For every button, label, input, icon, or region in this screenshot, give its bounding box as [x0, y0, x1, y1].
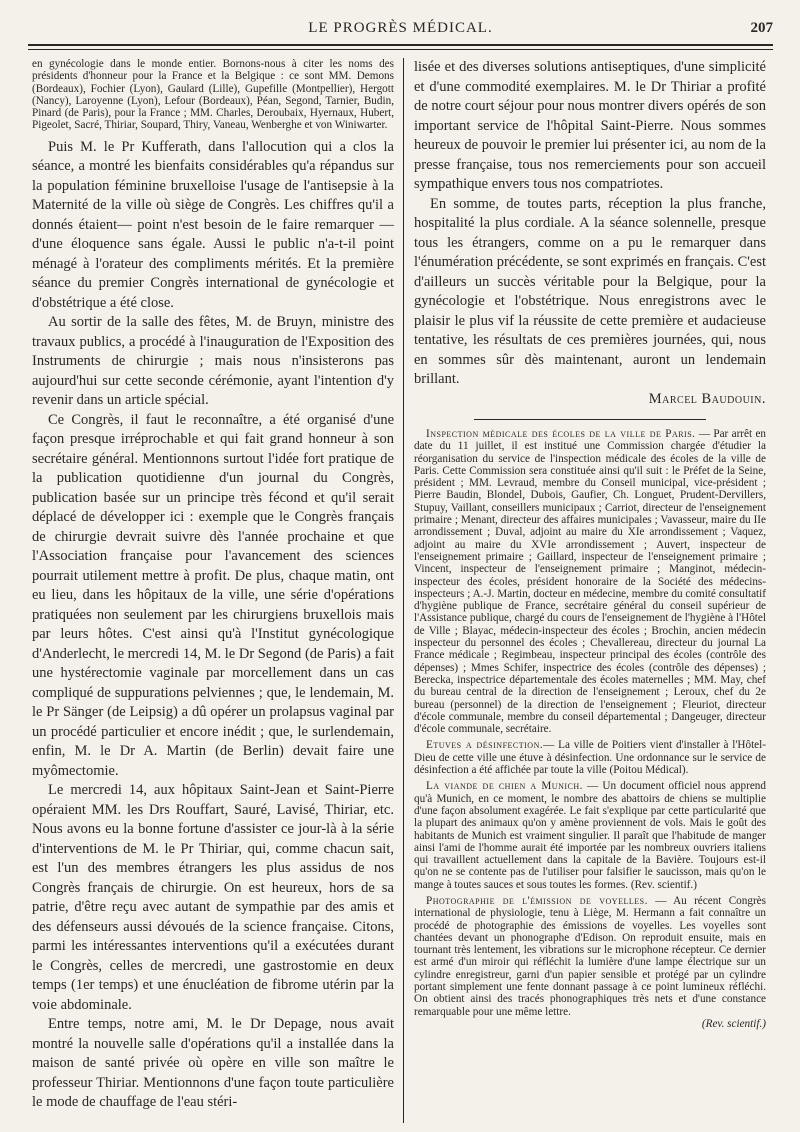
- section-separator: [474, 419, 706, 420]
- news-item: [414, 428, 766, 735]
- body-paragraph: Ce Congrès, il faut le reconnaître, a été organisé d'une façon presque irréprochable et qui fait grand honneur à son secrétaire général. Mentionnons surtout l'idée fort pratique de la publication quotidienne d'un journal du Congrès, publication basée sur un principe très fécond et qu'il serait déplacé de développer ici : exemple que le Congrès français de chirurgie devrait suivre dès l'année prochaine et que l'Association française pour l'avancement des sciences pourrait utilement mettre à profit. De plus, chaque matin, ont eu lieu, dans les hôpitaux de la ville, une série d'opérations pratiquées non seulement par les chirurgiens bruxellois mais par leurs hôtes. C'est ainsi qu'à l'Institut gynécologique d'Anderlecht, le mercredi 14, M. le Dr Segond (de Paris) a fait une hystérectomie vaginale par morcellement dans un cas compliqué de suppurations pelviennes ; que, le lendemain, M. le Pr Sänger (de Leipsig) a dû opérer un prolapsus vaginal par un procédé particulier et encore inédit ; que, le surlendemain, enfin, M. le Dr A. Martin (de Berlin) devait faire une myômectomie.: [32, 411, 394, 779]
- body-paragraph: lisée et des diverses solutions antiseptiques, d'une simplicité et d'une commodité exemplaires. M. le Dr Thiriar a profité de notre court séjour pour nous montrer divers opérés de son important service de l'hôpital Saint-Pierre. Nous sommes heureux de pouvoir le premier lui présenter ici, au nom de la presse française, tous nos remerciements pour son accueil sympathique envers tous nos compatriotes.: [414, 59, 766, 192]
- body-paragraph: Le mercredi 14, aux hôpitaux Saint-Jean et Saint-Pierre opéraient MM. les Drs Rouffart, Sauré, Lavisé, Thiriar, etc. Nous avons eu la bonne fortune d'assister ce jour-là à la série d'interventions de M. le Pr Thiriar, qui, comme chacun sait, est l'un des membres étrangers les plus assidus de nos Congrès français de chirurgie. On est heureux, hors de sa patrie, d'être reçu avec autant de sympathie par des amis et des défenseurs aussi dévoués de la science française. Citons, parmi les intéressantes interventions qu'il a exécutées durant le Congrès, celles de mercredi, une gastrostomie en deux temps (1er temps) et une énucléation de fibrome utérin par la voie abdominale.: [32, 782, 394, 1013]
- news-heading: Photographie de l'émission de voyelles.: [426, 894, 648, 907]
- news-heading: Inspection médicale des écoles de la ville de Paris.: [426, 428, 696, 440]
- intro-paragraph: en gynécologie dans le monde entier. Bornons-nous à citer les noms des présidents d'honneur pour la France et la Belgique : ce sont MM. Demons (Bordeaux), Fochier (Lyon), Gaulard (Lille), Gupefille (Montpellier), Hergott (Nancy), Laroyenne (Lyon), Lefour (Bordeaux), Péan, Segond, Tarnier, Budin, Pinard (de Paris), pour la France ; MM. Charles, Deroubaix, Hyernaux, Hubert, Pigeolet, Sacré, Thiriar, Soupard, Thiry, Vaneau, Wenberghe et von Winiwarter.: [32, 58, 394, 132]
- news-item: [414, 895, 766, 1018]
- news-body: — La ville de Poitiers vient d'installer à l'Hôtel-Dieu de cette ville une étuve à désinfection. Une ordonnance sur le service de désinfection a été affichée par toute la ville (Poitou Médical).: [414, 739, 766, 777]
- news-source: (Rev. scientif.): [701, 1017, 766, 1030]
- news-heading: Etuves a désinfection.: [426, 739, 544, 752]
- news-body: — Par arrêt en date du 11 juillet, il est institué une Commission chargée d'étudier la réorganisation du service de l'inspection médicale des écoles de la ville de Paris. Cette Commission sera constituée ainsi qu'il suit : le Préfet de la Seine, président ; MM. Levraud, membre du Conseil municipal, vice-président ; Pierre Baudin, Blondel, Dubois, Gaufier, Ch. Longuet, Prudent-Dervillers, Stupuy, Vaillant, conseillers municipaux ; Carriot, directeur de l'enseignement primaire ; Menant, directeur des affaires municipales ; Vavasseur, maire du IIe arrondissement ; Duval, adjoint au maire du XIe arrondissement ; Vaquez, adjoint au maire du XVIe arrondissement ; Auvert, inspecteur de l'enseignement primaire ; Gaillard, inspecteur de l'enseignement primaire ; Vincent, inspecteur de l'enseignement primaire ; Manginot, médecin-inspecteur des écoles, président honoraire de la Société des médecins-inspecteurs ; A.-J. Martin, docteur en médecine, membre du comité consultatif d'hygiène publique de France, secrétaire général du conseil supérieur de l'Assistance publique, chargé du cours de l'enseignement de l'hygiène à l'Hôtel de Ville ; Blayac, médecin-inspecteur des écoles ; Brochin, ancien médecin inspecteur du personnel des écoles ; Chevallereau, directeur du journal La France médicale ; Regimbeau, inspecteur principal des écoles (contrôle des dépenses) ; Mmes Schifer, inspectrice des écoles (contrôle des dépenses) ; Berecka, inspectrice départementale des écoles maternelles ; MM. May, chef du bureau central de la direction de l'enseignement ; Leroux, chef du 2e bureau (personnel) de la direction de l'enseignement ; Fleuriot, directeur d'école communale, membre du conseil départemental ; Dangeuger, directeur d'école communale, secrétaire.: [414, 428, 767, 736]
- column-divider: [403, 58, 404, 1123]
- journal-title: LE PROGRÈS MÉDICAL.: [308, 20, 493, 36]
- body-paragraph: En somme, de toutes parts, réception la plus franche, hospitalité la plus cordiale. A la séance solennelle, presque tous les étrangers, comme on a pu le remarquer dans l'énumération précédente, se sont exprimés en français. C'est d'ailleurs un succès véritable pour la Belgique, pour la gynécologie et l'obstétrique. Nous enregistrons avec le plaisir le plus vif la réussite de cette première et audacieuse tentative, les résultats de ces premières journées, qui, nous en sommes sûr dès maintenant, auront un lendemain brillant.: [414, 195, 766, 387]
- page-header: [28, 20, 773, 42]
- news-body: — Au récent Congrès international de physiologie, tenu à Liège, M. Hermann a fait connaître un procédé de photographie des émissions de voyelles. Les voyelles sont chantées devant un phonographe d'Edison. On reproduit ensuite, mais en tournant très lentement, les vibrations sur le microphone récepteur. Ce dernier est armé d'un miroir qui réfléchit la lumière d'une lampe électrique sur un cylindre enregistreur, garni d'un papier sensible et protégé par un cylindre portant simplement une fente donnant passage à ce point lumineux réfléchi. On obtient ainsi des tracés phonographiques très nets et d'une constance remarquable pour une même lettre.: [414, 894, 766, 1018]
- header-rule-thick: [28, 44, 773, 46]
- news-heading: La viande de chien a Munich.: [426, 780, 583, 793]
- body-paragraph: Au sortir de la salle des fêtes, M. de Bruyn, ministre des travaux publics, a procédé à l'inauguration de l'Exposition des Instruments de chirurgie ; mais nous n'insisterons pas aujourd'hui sur cette seconde cérémonie, ayant l'intention d'y revenir dans un article spécial.: [32, 314, 394, 409]
- author-signature: Marcel Baudouin.: [648, 390, 766, 407]
- right-column: [414, 58, 766, 1030]
- news-item: [414, 780, 766, 891]
- body-paragraph: Puis M. le Pr Kufferath, dans l'allocution qui a clos la séance, a montré les bienfaits considérables qu'a répandus sur la population féminine bruxelloise l'usage de l'antisepsie à la Maternité de la ville où siège de Congrès. Les chiffres qu'il a donnés étaient— point n'est besoin de le faire remarquer — d'une éloquence sans égale. Aussi le public n'a-t-il point ménagé à l'orateur des compliments mérités. Et la première séance du premier Congrès international de gynécologie et d'obstétrique a été close.: [32, 138, 394, 311]
- left-column: [32, 58, 394, 1113]
- header-rule-thin: [28, 49, 773, 50]
- news-body: — Un document officiel nous apprend qu'à Munich, en ce moment, le nombre des abattoirs de chiens se multiplie d'une façon absolument exagérée. Le fait s'explique par cette particularité que la plupart des animaux qu'on y amène proviennent de vols. Mais le goût des habitants de Munich est vraiment singulier. Il paraît que l'habitude de manger ainsi l'ami de l'homme aurait été importée par les nombreux ouvriers italiens qui travaillent actuellement dans la capitale de la Bavière. Toujours est-il qu'on ne se contente pas de l'utiliser pour falsifier le saucisson, mais qu'on le mange à toutes sauces et sous toutes les formes. (Rev. scientif.): [414, 780, 766, 891]
- body-paragraph: Entre temps, notre ami, M. le Dr Depage, nous avait montré la nouvelle salle d'opérations qu'il a installée dans la maison de santé privée où opère en ville son maître le professeur Thiriar. Mentionnons d'une façon toute particulière le mode de chauffage de l'eau stéri-: [32, 1016, 394, 1111]
- news-item: [414, 739, 766, 776]
- page-number: 207: [750, 20, 773, 36]
